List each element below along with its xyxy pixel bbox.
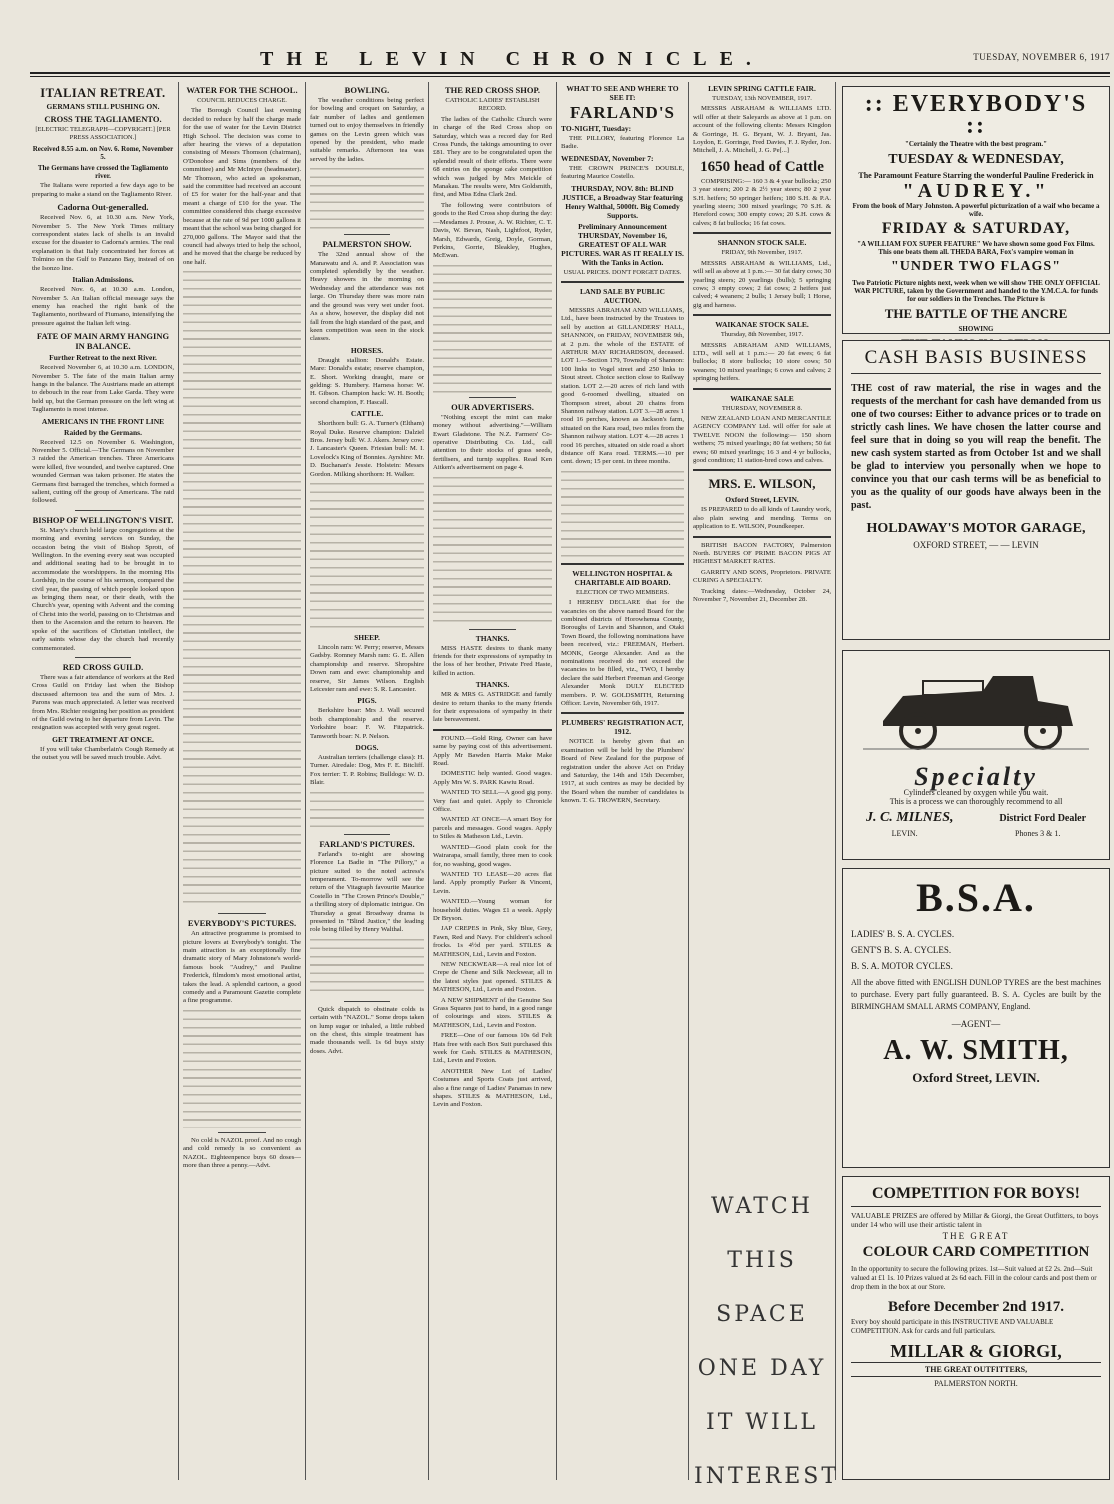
palmerston-north: PALMERSTON NORTH.	[934, 1379, 1018, 1388]
column-1	[32, 82, 174, 1482]
article-paragraph: Farland's to-night are showing Florence La Badie in "The Pillory," a picture suited to the noted actress's temperament. To-morrow will see the return of the Vitagraph favourite Maurice Costello in "The Crown Prince's Double," a thrilling story of diplomatic intrigue. On Thursday a great Broadway drama is presented in "Blind Justice," the leading role being filled by Henry Walthal.	[310, 850, 424, 934]
newspaper-title: THE LEVIN CHRONICLE.	[260, 48, 764, 70]
deadline: Before December 2nd 1917.	[887, 1299, 1065, 1315]
cash-basis-title: CASH BASIS BUSINESS	[851, 347, 1101, 374]
milnes-name: J. C. MILNES,	[865, 810, 954, 825]
headline-hospital-board: WELLINGTON HOSPITAL & CHARITABLE AID BOARD.	[572, 568, 673, 587]
divider	[561, 563, 684, 565]
headline-plumbers: PLUMBERS' REGISTRATION ACT, 1912.	[561, 718, 684, 737]
article-paragraph: Received November 6, at 10.30 a.m. LONDON, November 5. The fate of the main Italian army hangs in the balance. The Austrians made an attempt to debouch in the rear from Lake Garda. They were held up, but the German pressure on the left wing at Tagliamento is most intense.	[32, 364, 174, 414]
bsa-body: All the above fitted with ENGLISH DUNLOP TYRES are the best machines to purchase. Every part fully guaranteed. B. S. A. Cycles are built by the BIRMINGHAM SMALL ARMS COMPANY, England.	[851, 978, 1101, 1011]
article-paragraph: MESSRS ABRAHAM AND WILLIAMS, Ltd., have been instructed by the Trustees to sell by auction at GILLANDERS' HALL, SHANNON, on FRIDAY, NOVEMBER 9th, at 2 p.m. the whole of the ESTATE of ARTHUR MAY RICHARDSON, deceased. LOT 1.—Section 179, Township of Shannon: 100 links to Vogel street and 250 links to Stout street. Choice section close to Railway station. LOT 2.—20 acres of rich land with good 6-roomed dwelling, situated on Thompson street, about 20 chains from Shannon railway station. LOT 3.—28 acres 1 rood 16 perches, known as Jackson's farm, situated on the Kara road, two miles from the Shannon railway station. LOT 4.—28 acres 1 rood 16 perches, situated on side road a short distance off Kara road. TERMS.—10 per cent. down; 15 per cent. in three months.	[561, 307, 684, 466]
classified-ad: NEW NECKWEAR—A real nice lot of Crepe de Chene and Silk Neckwear, all in the latest styles just opened. STILES & MATHESON, Ltd., Levin and Foxton.	[433, 960, 552, 994]
garrity-ad: GARRITY AND SONS, Proprietors. PRIVATE CURING A SPECIALTY.	[693, 568, 831, 585]
milnes-dealer: District Ford Dealer	[999, 813, 1087, 824]
classified-ad: WANTED AT ONCE—A smart Boy for parcels and messages. Good wages. Apply to Stiles & Matheson Ltd., Levin.	[433, 816, 552, 841]
program-item: THE CROWN PRINCE'S DOUBLE, featuring Maurice Costello.	[561, 164, 684, 181]
farlands-heading: FARLAND'S	[569, 103, 676, 122]
watch-line: ONE DAY	[697, 1356, 827, 1381]
subhead: THANKS.	[475, 633, 510, 643]
bsa-line: GENT'S B. S. A. CYCLES.	[851, 945, 952, 955]
everybodys-theatre-ad	[842, 86, 1110, 334]
bsa-line: B. S. A. MOTOR CYCLES.	[851, 961, 953, 971]
milnes-phones: Phones 3 & 1.	[1014, 829, 1061, 838]
column-rule	[556, 82, 557, 1480]
headline-waikanae-sale: WAIKANAE STOCK SALE.	[715, 320, 809, 330]
wire-credit: [ELECTRIC TELEGRAPH—COPYRIGHT.] [PER PRESS ASSOCIATION.]	[35, 126, 171, 142]
divider	[469, 629, 517, 630]
wilson-heading: MRS. E. WILSON,	[708, 476, 816, 492]
milnes-ford-ad	[842, 650, 1110, 860]
audrey-title: "AUDREY."	[902, 180, 1050, 202]
subhead: ELECTION OF TWO MEMBERS.	[575, 588, 670, 596]
subhead: FATE OF MAIN ARMY HANGING IN BALANCE.	[36, 331, 170, 352]
article-paragraph: "Nothing except the mint can make money without advertising."—William Ewart Gladstone. The N.Z. Farmers' Co-operative Distributing Co. Ltd., call attention to their stocks of grass seeds, fertilisers, and turnip supplies. Read Ken Aitken's advertisement on page 4.	[433, 413, 552, 472]
subhead: CATTLE.	[350, 409, 384, 419]
notice-thanks: MR & MRS G. ASTRIDGE and family desire to return thanks to the many friends for their expressions of sympathy in their late bereavement.	[433, 691, 552, 724]
under-two-flags: "UNDER TWO FLAGS"	[891, 259, 1061, 274]
competition-title: COMPETITION FOR BOYS!	[851, 1185, 1101, 1207]
subhead: HORSES.	[350, 345, 384, 355]
days: TUESDAY & WEDNESDAY,	[888, 152, 1064, 167]
classified-ad: WANTED TO SELL—A good gig pony. Very fast and quiet. Apply to Chronicle Office.	[433, 789, 552, 814]
subhead: TO-NIGHT, Tuesday:	[561, 124, 632, 133]
advertisement-nazol: No cold is NAZOL proof. And no cough and cold remedy is so convenient as NAZOL. Eighteenpence buys 60 doses—more than three a penny.—Advt.	[183, 1136, 301, 1169]
headline-everybodys-pictures: EVERYBODY'S PICTURES.	[187, 918, 297, 929]
subhead: CROSS THE TAGLIAMENTO.	[44, 114, 162, 124]
divider	[693, 232, 831, 234]
article-text-continued	[433, 263, 552, 393]
sale-date: THURSDAY, NOVEMBER 8.	[721, 404, 803, 412]
divider	[561, 281, 684, 283]
advertisement-nazol: Quick dispatch to obstinate colds is certain with "NAZOL." Some drops taken on lump sugar or inhaled, a little rubbed on the chest, this simple treatment has made thousands well. 1s 6d buys sixty doses. Advt.	[310, 1005, 424, 1055]
headline-water-school: WATER FOR THE SCHOOL.	[186, 85, 298, 95]
sale-date: TUESDAY, 13th NOVEMBER, 1917.	[712, 95, 812, 102]
masthead	[30, 46, 1110, 76]
column-2	[183, 82, 301, 1482]
program-item: THURSDAY, NOV. 8th: BLIND JUSTICE, a Broadway Star featuring Henry Walthal, 5000ft. Big Comedy Supports.	[562, 183, 683, 220]
subhead: Raided by the Germans.	[64, 427, 142, 437]
bsa-cycles-ad	[842, 868, 1110, 1168]
article-paragraph: The Borough Council last evening decided to reduce by half the charge made for the use of water for the Levin District High School. The decision was come to after hearing the views of a deputation consisting of Messrs Thomson (chairman), O'Donohoe and Sims (members of the committee) and Mr McIntyre (headmaster). Mr Thomson, who acted as spokesman, said the committee had received an account of £5 for water for the half-year and that meant a charge of £10 for the year. The committee considered this charge excessive because at the rate of 9d per 1000 gallons it meant that the school was being charged for 270,000 gallons. The Mayor said that the council had always tried to help the school, and he moved that the charge be reduced by one half.	[183, 107, 301, 266]
classified-ad: JAP CREPES in Pink, Sky Blue, Grey, Fawn, Red and Navy. For children's school frocks. 1s 4½d per yard. STILES & MATHESON, Ltd., Levin and Foxton.	[433, 925, 552, 958]
classified-ad: WANTED TO LEASE—20 acres flat land. Apply promptly Parker & Vincent, Levin.	[433, 870, 552, 895]
subhead: CATHOLIC LADIES' ESTABLISH RECORD.	[445, 97, 540, 113]
article-paragraph: Lincoln ram: W. Perry; reserve, Messrs Gadsby. Romney Marsh ram: G. E. Allen championship and reserve. Shropshire Down ram and ewe: championship and reserve, Sir James Wilson. English Leicester ram and ewe: S. R. Lancaster.	[310, 644, 424, 694]
subhead: AMERICANS IN THE FRONT LINE	[41, 416, 165, 426]
process: This is a process we can thoroughly recommend to all	[889, 797, 1063, 806]
issue-date: TUESDAY, NOVEMBER 6, 1917	[973, 52, 1110, 62]
milnes-contact-row	[843, 829, 1109, 838]
wilson-address: Oxford Street, LEVIN.	[725, 495, 799, 505]
holdaway-body: THE cost of raw material, the rise in wages and the requests of the merchant for cash have demanded from us one of two courses: Either to advance prices or to trade on strictly cash lines. We have chosen the latter course and feel sure that in doing so you will reap the benefit. The new cash system started as from October 1st and we shall be glad to interview you personally when we hope to convince you that our cash terms will be as beneficial to you as the quality of our goods have always been in the past.	[851, 383, 1101, 511]
article-text-continued	[183, 269, 301, 909]
livestock-list: NEW ZEALAND LOAN AND MERCANTILE AGENCY COMPANY Ltd. will offer for sale at TWELVE NOON the following:— 150 shorn wethers; 75 mixed yearlings; 80 fat wethers; 50 fat ewes; 60 mixed yearlings; 16 3 and 4 yr bullocks, good condition; 11 station-bred cows and calves.	[693, 414, 831, 464]
everybodys-title: :: EVERYBODY'S ::	[864, 91, 1088, 139]
article-paragraph: The weather conditions being perfect for bowling and croquet on Saturday, a fair number of ladies and gentlemen turned out to enjoy themselves in friendly games on the Levin green which was opened by the president, who made suitable remarks. Afternoon tea was served by the ladies.	[310, 97, 424, 163]
article-text-continued	[433, 475, 552, 625]
competition-prizes: In the opportunity to secure the following prizes. 1st—Suit valued at £2 2s. 2nd—Suit valued at £1 1s. 10 Prizes valued at 2s 6d each. Fill in the colour cards and post them or drop them in the box at our Store.	[851, 1265, 1097, 1291]
preliminary-announcement: Preliminary Announcement THURSDAY, November 16, GREATEST OF ALL WAR PICTURES. WAR AS IT REALLY IS. With the Tanks in Action.	[561, 221, 684, 267]
divider	[218, 913, 265, 914]
headline-palmerston-show: PALMERSTON SHOW.	[322, 239, 412, 250]
ccc-title: COLOUR CARD COMPETITION	[862, 1244, 1090, 1260]
specialty: Specialty	[914, 762, 1038, 791]
bsa-logo: B.S.A.	[916, 875, 1036, 920]
classified-ad: WANTED.—Young woman for household duties. Wages £1 a week. Apply Dr Bryson.	[433, 898, 552, 922]
subhead: Further Retreat to the next River.	[49, 353, 157, 363]
article-paragraph: MESSRS ABRAHAM & WILLIAMS LTD. will offer at their Saleyards as above at 1 p.m. on account of the following clients: Messrs Kingdon & Gorringe, H. G. Bryant, W. J. Bryant, Jas. Loydon, E. Gorringe, Fred Davies, F. J. Ryder, Jon. Mitchell, J. A. Mitchell, J. G. Pe[...]	[693, 105, 831, 155]
headline-cattle-fair: LEVIN SPRING CATTLE FAIR.	[708, 84, 816, 93]
holdaway-name: HOLDAWAY'S MOTOR GARAGE,	[866, 521, 1086, 536]
article-paragraph: Draught stallion: Donald's Estate. Mare: Donald's estate; reserve champion, E. Short. Working draught, mare or gelding: S. Humbery. Harness horse: W. H. Gibson. Champion hack: W. H. Booth; second champion, F. Hascall.	[310, 356, 424, 406]
bsa-line: LADIES' B. S. A. CYCLES.	[851, 929, 955, 939]
subhead: PIGS.	[357, 696, 377, 706]
sale-date: FRIDAY, 9th November, 1917.	[721, 249, 803, 257]
smith-address: Oxford Street, LEVIN.	[912, 1070, 1040, 1085]
watch-line: WATCH	[711, 1194, 813, 1219]
fox-desc: "A WILLIAM FOX SUPER FEATURE" We have shown some good Fox Films. This one beats them all. THEDA BARA, Fox's vampire woman in	[857, 240, 1095, 256]
column-3	[310, 82, 424, 1482]
article-paragraph: Berkshire boar: Mrs J. Wall secured both championship and the reserve. Yorkshire boar: F. W. Fitzpatrick. Tamworth boar: N. P. Nelson.	[310, 707, 424, 740]
article-paragraph: The ladies of the Catholic Church were in charge of the Red Cross shop on Saturday, which was a record day for Red Cross Funds, the takings amounting to over £81. They are to be congratulated upon the splendid result of their efforts. There were 68 entries on the sponge cake competition which was judged by Mrs Meickle of Manakau. The results were, Mrs Goldsmith, first, and Miss Edna Clark 2nd.	[433, 115, 552, 199]
column-rule	[305, 82, 306, 1480]
holdaway-ad	[842, 340, 1110, 640]
divider	[433, 729, 552, 731]
slogan: "Certainly the Theatre with the best program."	[904, 140, 1048, 148]
cylinders: Cylinders cleaned by oxygen while you wait.	[903, 788, 1049, 797]
headline-bishop: BISHOP OF WELLINGTON'S VISIT.	[32, 514, 174, 525]
masthead-rule-thin	[30, 76, 1110, 77]
subhead: SHEEP.	[354, 633, 380, 642]
watch-line: THIS SPACE	[716, 1248, 808, 1327]
masthead-rule	[30, 72, 1110, 74]
article-text-continued	[310, 166, 424, 230]
livestock-list: MESSRS ABRAHAM & WILLIAMS, Ltd., will sell as above at 1 p.m.:— 30 fat dairy cows; 30 yearling steers; 20 yearlings (bulls); 5 springing cows; 3 empty cows; 2 fat cows; 2 heifers just calved; 4 weaners; 2 bulls; 1 Jersey bull; 1 Horse, gig and harness.	[693, 259, 831, 309]
livestock-list: MESSRS ABRAHAM AND WILLIAMS, LTD., will sell at 1 p.m.:— 20 fat ewes; 6 fat bullocks; 8 store bullocks; 10 store cows; 50 weaners; 10 mixed yearlings; 6 cows and calves; 2 springing heifers.	[693, 341, 831, 383]
dateline: Received 8.55 a.m. on Nov. 6. Rome, November 5.	[32, 144, 174, 162]
tracking-dates: Tracking dates:—Wednesday, October 24, November 7, November 21, December 28.	[693, 587, 831, 604]
divider	[344, 834, 390, 835]
column-5	[561, 82, 684, 1482]
divider	[469, 397, 517, 398]
headline-our-advertisers: OUR ADVERTISERS.	[451, 401, 534, 412]
wilson-ad-text: IS PREPARED to do all kinds of Laundry work, also plain sewing and mending. Terms on application to E. WILSON, Poundkeeper.	[693, 506, 831, 531]
competition-intro: VALUABLE PRIZES are offered by Millar & Giorgi, the Great Outfitters, to boys under 14 who will use their artistic talent in	[851, 1211, 1099, 1229]
divider	[561, 712, 684, 714]
headline-farlands-pictures: FARLAND'S PICTURES.	[319, 838, 415, 849]
divider	[75, 510, 132, 511]
outfitters: THE GREAT OUTFITTERS,	[851, 1362, 1101, 1377]
patriotic: Two Patriotic Picture nights next, week when we will show THE ONLY OFFICIAL WAR PICTURE, taken by the Government and handed to the Y.M.C.A. for funds for our soldiers in the Trenches. The Picture is	[852, 279, 1100, 303]
subhead: COUNCIL REDUCES CHARGE.	[197, 97, 287, 104]
classified-ad: FOUND.—Gold Ring. Owner can have same by paying cost of this advertisement. Apply Mr Bawden Harris Make Make Road.	[433, 734, 552, 768]
watch-line: IT WILL	[706, 1410, 818, 1435]
article-paragraph: St. Mary's church held large congregations at the morning and evening services on Sunday, the occasion being the visit of Bishop Sprott, of Wellington. In the evening every seat was occupied and additional seating had to be brought in to accommodate the worshippers. In the morning His Lordship, in the course of his sermon, compared the civil year, the passing of which people looked upon as bringing them near, or their death, with the Church's year, opening with Advent and the coming of Christ into the world, passing on to Christmas and then to the Ascension and the return to heaven. He spoke of the sacrifices of Christian intellect, the early saints whose day the church had recently commemorated.	[32, 526, 174, 652]
showing: SHOWING	[958, 325, 994, 333]
headline-red-cross-shop: THE RED CROSS SHOP.	[444, 85, 541, 95]
program-item: THE PILLORY, featuring Florence La Badie.	[561, 135, 684, 151]
classified-ad: FREE—One of our famous 10s 6d Felt Hats free with each Box Suit purchased this week for Cash. STILES & MATHESON, Ltd., Levin and Foxton.	[433, 1032, 552, 1065]
article-paragraph: Received Nov. 6, at 10.30 a.m. New York, November 5. The New York Times military correspondent states lack of shells is an invalid excuse for the disaster to Cadorna's armies. The real explanation is that Italy concentrated her forces at Tolmino on the Gulf to Panzano Bay, instead of on the Isonzo line.	[32, 214, 174, 272]
headline-italian-retreat: ITALIAN RETREAT.	[40, 86, 166, 100]
column-rule	[178, 82, 179, 1480]
article-text-continued	[310, 937, 424, 997]
millar-giorgi: MILLAR & GIORGI,	[890, 1341, 1062, 1361]
article-paragraph: The 32nd annual show of the Manawatu and A. and P. Association was completed splendidly by the weather. Heavy showers in the morning on Wednesday and the attendance was not large. On Thursday there was more rain and the ground was very wet under foot. As a show, however, the display did not fall from the high standard of the past, and keen competition was seen in the stock classes.	[310, 251, 424, 343]
bsa-agent: —AGENT—	[951, 1019, 1001, 1029]
milnes-town: LEVIN.	[891, 829, 918, 838]
subhead: WEDNESDAY, November 7:	[561, 153, 654, 163]
article-text-continued	[310, 790, 424, 830]
column-rule	[428, 82, 429, 1480]
subhead: Italian Admissions.	[72, 275, 134, 285]
sale-date: Thursday, 8th November, 1917.	[720, 331, 804, 339]
column-rule	[835, 82, 836, 1480]
colour-card-competition-ad	[842, 1176, 1110, 1480]
prices-note: USUAL PRICES. DON'T FORGET DATES.	[563, 268, 682, 276]
article-text-continued	[183, 1008, 301, 1128]
watch-this-space	[694, 1180, 840, 1489]
divider	[218, 1132, 265, 1133]
smith-name: A. W. SMITH,	[883, 1035, 1069, 1066]
divider	[693, 388, 831, 390]
notice-thanks: MISS HASTE desires to thank many friends for their expressions of sympathy in the loss of her brother, Private Fred Haste, killed in action.	[433, 644, 552, 677]
lead: The Germans have crossed the Tagliamento river.	[37, 163, 169, 181]
classified-ad: WANTED—Good plain cook for the Wairarapa, small family, three men to cook for, no washing, good wages.	[433, 843, 552, 868]
audrey-desc: From the book of Mary Johnston. A powerful picturization of a waif who became a wife.	[852, 202, 1100, 218]
subhead: DOGS.	[355, 743, 379, 753]
divider	[75, 657, 132, 658]
milnes-signature-row	[843, 810, 1109, 826]
article-paragraph: If you will take Chamberlain's Cough Remedy at the outset you will be saved much trouble. Advt.	[32, 745, 174, 762]
livestock-list: COMPRISING:— 160 3 & 4 year bullocks; 250 3 year steers; 200 2 & 2½ year steers; 80 2 year S.H. heifers; 50 springer heifers; 180 S.H. & P.A. yearling steers; 300 mixed yearlings; 70 S.H. & Hereford cows; 300 empty cows; 20 S.H. cows & calves; 8 fat bullocks; 16 fat cows.	[693, 177, 831, 227]
watch-line: INTEREST	[694, 1464, 840, 1489]
headline-shannon-sale: SHANNON STOCK SALE.	[717, 238, 807, 248]
bacon-factory-ad: BRITISH BACON FACTORY, Palmerston North. BUYERS OF PRIME BACON PIGS AT HIGHEST MARKET RATES.	[693, 541, 831, 566]
article-paragraph: Shorthorn bull: G. A. Turner's (Eltham) Royal Duke. Reserve champion: Dalziel Bros. Jersey bull: W. J. Akers. Jersey cow: J. Lancaster's Queen. Friesian bull: M. I. Lovelock's King of Bonnies. Ayrshire: Mr. D. Buchanan's Jessie. Holstein: Messrs Gordon. Milking shorthorn: H. Walker.	[310, 420, 424, 478]
feature: The Paramount Feature Starring the wonderful Pauline Frederick in	[858, 171, 1094, 180]
subhead: THANKS.	[475, 680, 510, 690]
article-text-continued	[310, 481, 424, 631]
subhead: WHAT TO SEE AND WHERE TO SEE IT:	[566, 84, 679, 102]
headline-bowling: BOWLING.	[344, 85, 390, 95]
headline-waikanae-sale-2: WAIKANAE SALE	[730, 393, 794, 403]
subhead: GET TREATMENT AT ONCE.	[52, 734, 154, 744]
column-4	[433, 82, 552, 1482]
holdaway-address: OXFORD STREET, — — LEVIN	[913, 540, 1039, 550]
article-paragraph: NOTICE is hereby given that an examination will be held by the Plumbers' Board of New Zealand for the purpose of registration under the above Act on Friday and Saturday, the 14th and 15th December, 1917, at such centres as may be decided by the Board when the number of candidates is known. T. G. TROWERN, Secretary.	[561, 738, 684, 805]
classified-ad: A NEW SHIPMENT of the Genuine Sea Grass Squares just to hand, in a good range of colourings and sizes. STILES & MATHESON, Ltd., Levin and Foxton.	[433, 996, 552, 1029]
article-text-continued	[561, 469, 684, 559]
headline-red-cross-guild: RED CROSS GUILD.	[62, 661, 144, 672]
subhead: Cadorna Out-generalled.	[57, 202, 149, 213]
subhead: GERMANS STILL PUSHING ON.	[46, 102, 160, 111]
classified-ad: ANOTHER New Lot of Ladies' Costumes and Sports Coats just arrived, also a fine range of Ladies' Panamas in new shapes. STILES & MATHESON, Ltd., Levin and Foxton.	[433, 1067, 552, 1109]
article-paragraph: An attractive programme is promised to picture lovers at Everybody's tonight. The main attraction is an exceptionally fine dramatic story of Mary Johnstone's world-famous book "Audrey," and Pauline Frederick, filmdom's most emotional artist, takes the lead. A splendid cartoon, a good comedy and a Paramount Gazette complete a fine programme.	[183, 930, 301, 1005]
divider	[344, 1001, 390, 1002]
divider	[344, 234, 390, 235]
article-paragraph: Received 12.5 on November 6. Washington, November 5. Official.—The Germans on November 3 raided the American trenches. Three Americans were killed, five wounded, and twelve captured. One wounded German was taken prisoner. He states the Germans first barraged the trenches, which formed a salient, cutting off the group of Americans. The raid followed.	[32, 438, 174, 505]
competition-every: Every boy should participate in this INSTRUCTIVE AND VALUABLE COMPETITION. Ask for cards and full particulars.	[851, 1318, 1054, 1335]
divider	[693, 314, 831, 316]
article-paragraph: I HEREBY DECLARE that for the vacancies on the above named Board for the combined districts of Horowhenua County, Boroughs of Levin and Shannon, and Otaki Town Board, the following nominations have been received, viz.: FREEMAN, Herbert. MONK, George Alexander. And as the nominations received do not exceed the vacancies to be filled, viz., TWO, I hereby declare the said Herbert Freeman and George Alexander Monk DULY ELECTED members. P. W. GOLDSMITH, Returning Officer. Levin, November 6th, 1917.	[561, 599, 684, 708]
fri-sat: FRIDAY & SATURDAY,	[881, 220, 1071, 237]
divider	[693, 469, 831, 471]
headline-land-sale: LAND SALE BY PUBLIC AUCTION.	[580, 287, 665, 306]
article-paragraph: There was a fair attendance of workers at the Red Cross Guild on Friday last when the Bishop discussed afternoon tea and the sum of Mrs. J. Parons was much appreciated. A letter was received from Mrs. Richter resigning her position as president of the Guild owing to her departure from Levin. The resignation was accepted with very great regret.	[32, 673, 174, 732]
column-rule	[688, 82, 689, 1480]
cattle-count: 1650 head of Cattle	[700, 158, 824, 175]
battle-ancre: THE BATTLE OF THE ANCRE	[884, 306, 1068, 321]
article-paragraph: The Italians were reported a few days ago to be preparing to make a stand on the Tagliamento River.	[32, 182, 174, 198]
divider	[693, 536, 831, 538]
car-illustration	[843, 651, 1109, 761]
article-paragraph: Received Nov. 6, at 10.30 a.m. London, November 5. An Italian official message says the enemy has reached the right bank of the Tagliamento, northward of Fiumano, intensifying the pressure against the Italian left wing.	[32, 286, 174, 327]
classified-ad: DOMESTIC help wanted. Good wages. Apply Mrs W. S. PARK Kawiu Road.	[433, 770, 552, 786]
article-paragraph: Australian terriers (challenge class): H. Turner. Airedale: Dog, Mrs F. E. Bitcliff. Fox terrier: T. P. Robins; Bulldogs: W. D. Blair.	[310, 754, 424, 787]
the-great: THE GREAT	[942, 1231, 1010, 1241]
article-paragraph: The following were contributors of goods to the Red Cross shop during the day:—Mesdames J. Prouse, A. W. Richter, C. T. Davis, W. Bevan, Nash, Lightfoot, Ryder, Marsh, Edwards, Greig, Doyle, Gorman, Perkins, Gorrie, Bleakley, Hughes, McEwan.	[433, 201, 552, 260]
